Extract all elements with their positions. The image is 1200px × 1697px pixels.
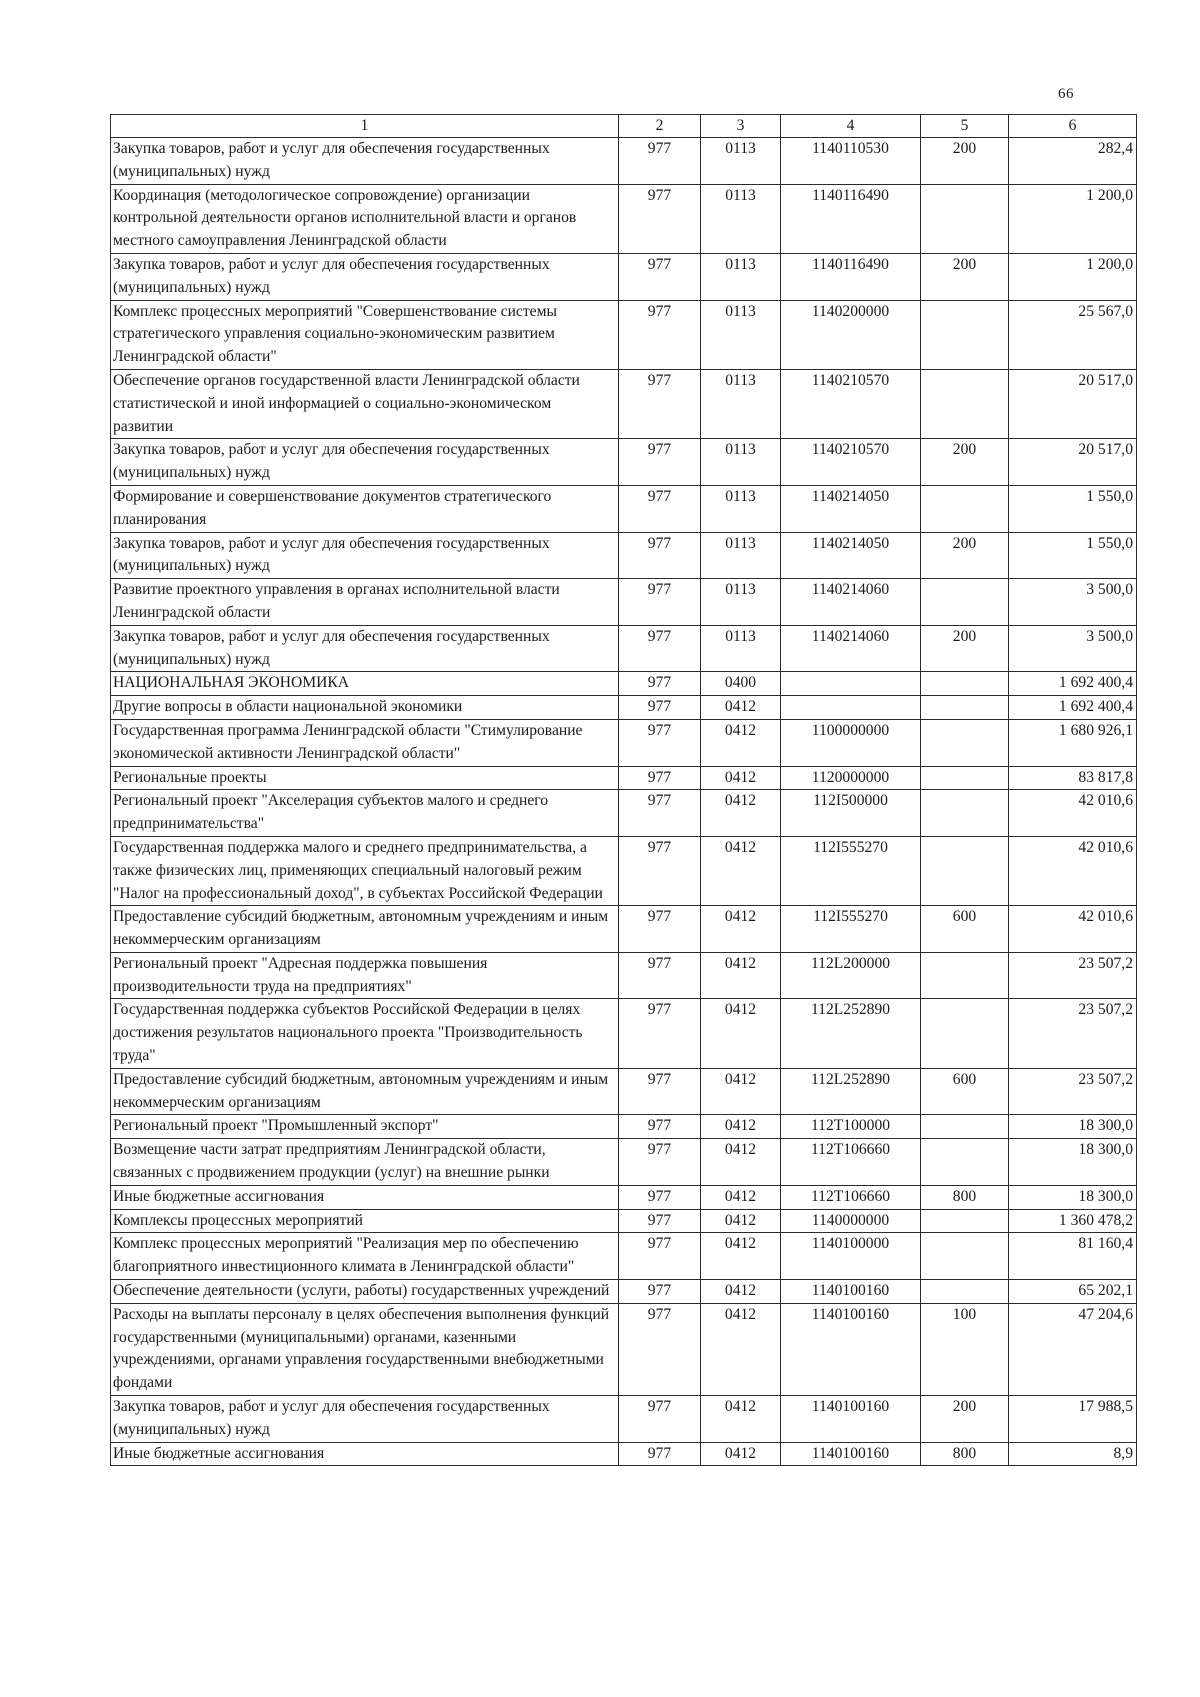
table-row (111, 1233, 1137, 1280)
col-header-3: 3 (701, 115, 781, 138)
table-row (111, 1185, 1137, 1209)
expense-type-cell (921, 766, 1009, 790)
expense-type-cell: 100 (921, 1303, 1009, 1395)
expense-type-cell: 200 (921, 1396, 1009, 1443)
table-row (111, 532, 1137, 579)
expense-name-cell: Закупка товаров, работ и услуг для обеспечения государственных (муниципальных) нужд (111, 138, 619, 185)
col-header-6: 6 (1009, 115, 1137, 138)
table-row (111, 625, 1137, 672)
grbs-code-cell: 977 (619, 1115, 701, 1139)
section-code-cell: 0412 (701, 1115, 781, 1139)
grbs-code-cell: 977 (619, 579, 701, 626)
amount-cell: 20 517,0 (1009, 439, 1137, 486)
grbs-code-cell: 977 (619, 138, 701, 185)
expense-type-cell: 200 (921, 625, 1009, 672)
expense-name-cell: Возмещение части затрат предприятиям Ленинградской области, связанных с продвижением продукции (услуг) на внешние рынки (111, 1139, 619, 1186)
grbs-code-cell: 977 (619, 1396, 701, 1443)
target-article-cell: 1140214060 (781, 625, 921, 672)
table-row (111, 719, 1137, 766)
section-code-cell: 0113 (701, 439, 781, 486)
section-code-cell: 0113 (701, 485, 781, 532)
target-article-cell: 112T106660 (781, 1139, 921, 1186)
expense-name-cell: Развитие проектного управления в органах исполнительной власти Ленинградской области (111, 579, 619, 626)
table-header (111, 115, 1137, 138)
col-header-5: 5 (921, 115, 1009, 138)
expense-name-cell: Формирование и совершенствование документов стратегического планирования (111, 485, 619, 532)
amount-cell: 1 200,0 (1009, 253, 1137, 300)
table-row (111, 1115, 1137, 1139)
grbs-code-cell: 977 (619, 485, 701, 532)
table-row (111, 672, 1137, 696)
col-header-2: 2 (619, 115, 701, 138)
amount-cell: 1 360 478,2 (1009, 1209, 1137, 1233)
grbs-code-cell: 977 (619, 1139, 701, 1186)
amount-cell: 1 200,0 (1009, 184, 1137, 253)
amount-cell: 20 517,0 (1009, 369, 1137, 438)
amount-cell: 3 500,0 (1009, 625, 1137, 672)
grbs-code-cell: 977 (619, 1233, 701, 1280)
amount-cell: 81 160,4 (1009, 1233, 1137, 1280)
amount-cell: 282,4 (1009, 138, 1137, 185)
grbs-code-cell: 977 (619, 999, 701, 1068)
section-code-cell: 0412 (701, 719, 781, 766)
grbs-code-cell: 977 (619, 836, 701, 905)
expense-name-cell: НАЦИОНАЛЬНАЯ ЭКОНОМИКА (111, 672, 619, 696)
amount-cell: 8,9 (1009, 1442, 1137, 1466)
target-article-cell (781, 672, 921, 696)
grbs-code-cell: 977 (619, 1068, 701, 1115)
expense-name-cell: Координация (методологическое сопровождение) организации контрольной деятельности органов исполнительной власти и органов местного самоуправления Ленинградской области (111, 184, 619, 253)
table-row (111, 1280, 1137, 1304)
target-article-cell: 1140200000 (781, 300, 921, 369)
expense-name-cell: Региональный проект "Адресная поддержка повышения производительности труда на предприятиях" (111, 952, 619, 999)
table-row (111, 952, 1137, 999)
grbs-code-cell: 977 (619, 184, 701, 253)
section-code-cell: 0412 (701, 1396, 781, 1443)
table-row (111, 1209, 1137, 1233)
expense-name-cell: Региональный проект "Акселерация субъектов малого и среднего предпринимательства" (111, 790, 619, 837)
expense-type-cell: 800 (921, 1185, 1009, 1209)
section-code-cell: 0412 (701, 1280, 781, 1304)
grbs-code-cell: 977 (619, 253, 701, 300)
expense-name-cell: Государственная поддержка субъектов Российской Федерации в целях достижения результатов национального проекта "Производительность труда" (111, 999, 619, 1068)
table-row (111, 906, 1137, 953)
section-code-cell: 0412 (701, 1185, 781, 1209)
expense-type-cell (921, 999, 1009, 1068)
target-article-cell: 1140100160 (781, 1303, 921, 1395)
target-article-cell (781, 696, 921, 720)
amount-cell: 1 550,0 (1009, 532, 1137, 579)
amount-cell: 42 010,6 (1009, 836, 1137, 905)
target-article-cell: 1140210570 (781, 369, 921, 438)
header-row (111, 115, 1137, 138)
target-article-cell: 1140214060 (781, 579, 921, 626)
expense-name-cell: Закупка товаров, работ и услуг для обеспечения государственных (муниципальных) нужд (111, 253, 619, 300)
expense-type-cell (921, 1115, 1009, 1139)
section-code-cell: 0412 (701, 766, 781, 790)
table-row (111, 300, 1137, 369)
grbs-code-cell: 977 (619, 439, 701, 486)
target-article-cell: 1120000000 (781, 766, 921, 790)
expense-type-cell: 200 (921, 253, 1009, 300)
expense-type-cell: 200 (921, 532, 1009, 579)
target-article-cell: 1140100160 (781, 1280, 921, 1304)
table-row (111, 1303, 1137, 1395)
table-row (111, 485, 1137, 532)
section-code-cell: 0113 (701, 369, 781, 438)
grbs-code-cell: 977 (619, 1185, 701, 1209)
expense-name-cell: Комплекс процессных мероприятий "Реализация мер по обеспечению благоприятного инвестиционного климата в Ленинградской области" (111, 1233, 619, 1280)
budget-table (110, 114, 1137, 1466)
grbs-code-cell: 977 (619, 790, 701, 837)
expense-type-cell: 600 (921, 906, 1009, 953)
target-article-cell: 112T106660 (781, 1185, 921, 1209)
section-code-cell: 0113 (701, 138, 781, 185)
target-article-cell: 112T100000 (781, 1115, 921, 1139)
amount-cell: 23 507,2 (1009, 1068, 1137, 1115)
section-code-cell: 0113 (701, 579, 781, 626)
amount-cell: 18 300,0 (1009, 1185, 1137, 1209)
amount-cell: 83 817,8 (1009, 766, 1137, 790)
expense-type-cell (921, 300, 1009, 369)
grbs-code-cell: 977 (619, 696, 701, 720)
expense-type-cell (921, 696, 1009, 720)
grbs-code-cell: 977 (619, 952, 701, 999)
target-article-cell: 1140000000 (781, 1209, 921, 1233)
section-code-cell: 0113 (701, 300, 781, 369)
table-row (111, 790, 1137, 837)
amount-cell: 18 300,0 (1009, 1115, 1137, 1139)
table-row (111, 579, 1137, 626)
section-code-cell: 0412 (701, 696, 781, 720)
target-article-cell: 1140100160 (781, 1396, 921, 1443)
expense-name-cell: Расходы на выплаты персоналу в целях обеспечения выполнения функций государственными (муниципальными) органами, казенными учреждениями, органами управления государственными внебюджетными фондами (111, 1303, 619, 1395)
amount-cell: 17 988,5 (1009, 1396, 1137, 1443)
target-article-cell: 1140116490 (781, 184, 921, 253)
section-code-cell: 0113 (701, 253, 781, 300)
amount-cell: 42 010,6 (1009, 906, 1137, 953)
section-code-cell: 0412 (701, 999, 781, 1068)
target-article-cell: 1140100160 (781, 1442, 921, 1466)
section-code-cell: 0412 (701, 1233, 781, 1280)
table-row (111, 836, 1137, 905)
section-code-cell: 0412 (701, 1442, 781, 1466)
target-article-cell: 112I555270 (781, 906, 921, 953)
grbs-code-cell: 977 (619, 719, 701, 766)
expense-type-cell (921, 184, 1009, 253)
expense-name-cell: Региональный проект "Промышленный экспорт" (111, 1115, 619, 1139)
amount-cell: 65 202,1 (1009, 1280, 1137, 1304)
amount-cell: 23 507,2 (1009, 952, 1137, 999)
target-article-cell: 112I555270 (781, 836, 921, 905)
amount-cell: 25 567,0 (1009, 300, 1137, 369)
section-code-cell: 0412 (701, 906, 781, 953)
table-row (111, 369, 1137, 438)
section-code-cell: 0412 (701, 836, 781, 905)
amount-cell: 1 550,0 (1009, 485, 1137, 532)
target-article-cell: 112L252890 (781, 999, 921, 1068)
table-row (111, 766, 1137, 790)
section-code-cell: 0412 (701, 1209, 781, 1233)
section-code-cell: 0412 (701, 1139, 781, 1186)
grbs-code-cell: 977 (619, 1442, 701, 1466)
target-article-cell: 112L252890 (781, 1068, 921, 1115)
section-code-cell: 0412 (701, 952, 781, 999)
expense-name-cell: Другие вопросы в области национальной экономики (111, 696, 619, 720)
grbs-code-cell: 977 (619, 300, 701, 369)
expense-name-cell: Закупка товаров, работ и услуг для обеспечения государственных (муниципальных) нужд (111, 532, 619, 579)
expense-type-cell (921, 1209, 1009, 1233)
expense-name-cell: Обеспечение деятельности (услуги, работы) государственных учреждений (111, 1280, 619, 1304)
amount-cell: 1 692 400,4 (1009, 672, 1137, 696)
target-article-cell: 1140210570 (781, 439, 921, 486)
expense-name-cell: Региональные проекты (111, 766, 619, 790)
grbs-code-cell: 977 (619, 906, 701, 953)
grbs-code-cell: 977 (619, 1209, 701, 1233)
table-row (111, 1139, 1137, 1186)
table-body (111, 138, 1137, 1466)
expense-type-cell (921, 836, 1009, 905)
expense-name-cell: Предоставление субсидий бюджетным, автономным учреждениям и иным некоммерческим организациям (111, 906, 619, 953)
expense-type-cell (921, 790, 1009, 837)
table-row (111, 696, 1137, 720)
expense-type-cell (921, 1280, 1009, 1304)
expense-name-cell: Закупка товаров, работ и услуг для обеспечения государственных (муниципальных) нужд (111, 625, 619, 672)
target-article-cell: 1140116490 (781, 253, 921, 300)
table-row (111, 999, 1137, 1068)
grbs-code-cell: 977 (619, 1303, 701, 1395)
expense-name-cell: Комплекс процессных мероприятий "Совершенствование системы стратегического управления социально-экономическим развитием Ленинградской области" (111, 300, 619, 369)
target-article-cell: 1100000000 (781, 719, 921, 766)
table-row (111, 1396, 1137, 1443)
grbs-code-cell: 977 (619, 766, 701, 790)
expense-type-cell (921, 369, 1009, 438)
amount-cell: 1 680 926,1 (1009, 719, 1137, 766)
expense-name-cell: Обеспечение органов государственной власти Ленинградской области статистической и иной информацией о социально-экономическом развитии (111, 369, 619, 438)
target-article-cell: 1140100000 (781, 1233, 921, 1280)
page-number: 66 (1058, 86, 1074, 102)
expense-name-cell: Закупка товаров, работ и услуг для обеспечения государственных (муниципальных) нужд (111, 439, 619, 486)
target-article-cell: 112I500000 (781, 790, 921, 837)
expense-type-cell (921, 579, 1009, 626)
amount-cell: 3 500,0 (1009, 579, 1137, 626)
expense-name-cell: Предоставление субсидий бюджетным, автономным учреждениям и иным некоммерческим организациям (111, 1068, 619, 1115)
amount-cell: 18 300,0 (1009, 1139, 1137, 1186)
section-code-cell: 0412 (701, 1068, 781, 1115)
expense-type-cell: 600 (921, 1068, 1009, 1115)
target-article-cell: 112L200000 (781, 952, 921, 999)
amount-cell: 23 507,2 (1009, 999, 1137, 1068)
grbs-code-cell: 977 (619, 369, 701, 438)
target-article-cell: 1140110530 (781, 138, 921, 185)
expense-type-cell (921, 952, 1009, 999)
section-code-cell: 0113 (701, 184, 781, 253)
target-article-cell: 1140214050 (781, 485, 921, 532)
section-code-cell: 0412 (701, 790, 781, 837)
table-row (111, 253, 1137, 300)
table-row (111, 184, 1137, 253)
expense-name-cell: Государственная поддержка малого и среднего предпринимательства, а также физических лиц, применяющих специальный налоговый режим "Налог на профессиональный доход", в субъектах Российской Федерации (111, 836, 619, 905)
grbs-code-cell: 977 (619, 532, 701, 579)
amount-cell: 1 692 400,4 (1009, 696, 1137, 720)
expense-name-cell: Государственная программа Ленинградской области "Стимулирование экономической активности Ленинградской области" (111, 719, 619, 766)
expense-type-cell (921, 1233, 1009, 1280)
grbs-code-cell: 977 (619, 625, 701, 672)
expense-type-cell (921, 1139, 1009, 1186)
amount-cell: 42 010,6 (1009, 790, 1137, 837)
table-row (111, 439, 1137, 486)
expense-type-cell: 200 (921, 439, 1009, 486)
expense-type-cell: 800 (921, 1442, 1009, 1466)
table-row (111, 138, 1137, 185)
expense-name-cell: Иные бюджетные ассигнования (111, 1442, 619, 1466)
expense-type-cell: 200 (921, 138, 1009, 185)
grbs-code-cell: 977 (619, 672, 701, 696)
expense-name-cell: Закупка товаров, работ и услуг для обеспечения государственных (муниципальных) нужд (111, 1396, 619, 1443)
target-article-cell: 1140214050 (781, 532, 921, 579)
section-code-cell: 0412 (701, 1303, 781, 1395)
amount-cell: 47 204,6 (1009, 1303, 1137, 1395)
grbs-code-cell: 977 (619, 1280, 701, 1304)
expense-type-cell (921, 485, 1009, 532)
table-row (111, 1442, 1137, 1466)
expense-type-cell (921, 719, 1009, 766)
expense-name-cell: Иные бюджетные ассигнования (111, 1185, 619, 1209)
expense-name-cell: Комплексы процессных мероприятий (111, 1209, 619, 1233)
col-header-4: 4 (781, 115, 921, 138)
table-row (111, 1068, 1137, 1115)
section-code-cell: 0113 (701, 532, 781, 579)
col-header-1: 1 (111, 115, 619, 138)
expense-type-cell (921, 672, 1009, 696)
section-code-cell: 0400 (701, 672, 781, 696)
section-code-cell: 0113 (701, 625, 781, 672)
